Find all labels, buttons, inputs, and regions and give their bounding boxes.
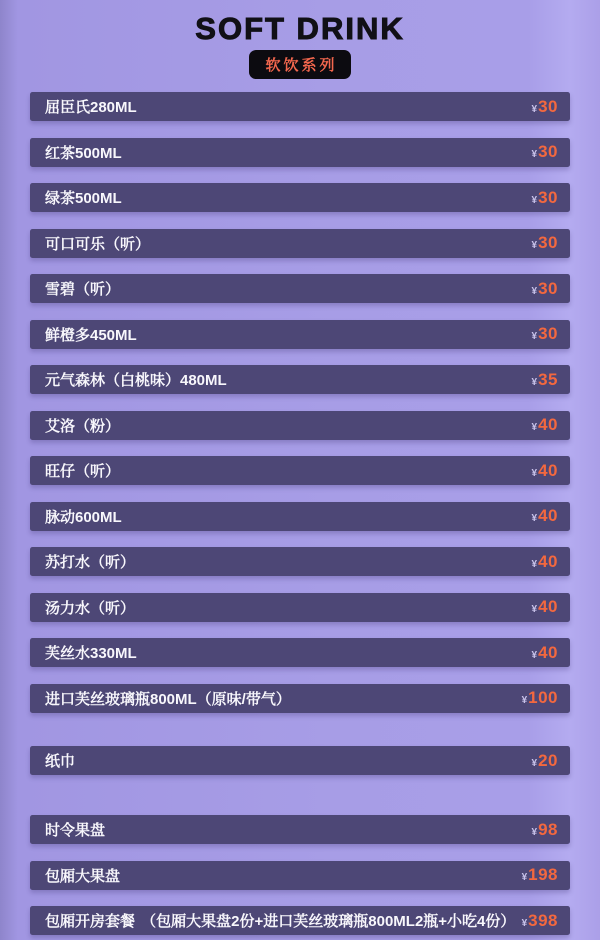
yuan-symbol: ¥	[531, 558, 538, 570]
yuan-symbol: ¥	[521, 872, 528, 883]
menu-item-row	[30, 547, 570, 576]
item-name: 雪碧（听）	[45, 281, 121, 298]
price-amount: 40	[538, 597, 558, 616]
price-amount: 30	[538, 187, 558, 207]
item-detail: （包厢大果盘2份+进口芙丝玻璃瓶800ML2瓶+小吃4份）	[141, 913, 516, 930]
menu-item-row	[30, 746, 570, 775]
menu-item-row	[30, 274, 570, 303]
menu-item-row	[30, 906, 570, 935]
item-price	[532, 279, 558, 299]
price-amount: 198	[528, 865, 558, 884]
yuan-symbol: ¥	[531, 649, 538, 661]
menu-item-row	[30, 229, 570, 258]
item-price	[532, 188, 558, 208]
menu-item-row	[30, 92, 570, 121]
item-price	[532, 142, 558, 162]
item-name: 进口芙丝玻璃瓶800ML（原味/带气）	[45, 690, 291, 708]
price-amount: 30	[538, 96, 558, 116]
price-amount: 98	[538, 819, 558, 839]
menu-group-fruit-and-sets	[30, 815, 570, 935]
price-amount: 40	[538, 415, 558, 434]
menu-list	[30, 92, 570, 935]
item-price	[532, 506, 558, 526]
item-price	[522, 688, 558, 708]
item-name: 芙丝水330ML	[45, 645, 137, 662]
item-name: 旺仔（听）	[45, 463, 121, 480]
yuan-symbol: ¥	[521, 917, 528, 929]
item-name: 鲜橙多450ML	[45, 326, 137, 344]
menu-item-row	[30, 502, 570, 531]
menu-item-row	[30, 183, 570, 212]
yuan-symbol: ¥	[531, 604, 538, 615]
item-price	[532, 751, 558, 771]
yuan-symbol: ¥	[521, 695, 528, 706]
price-amount: 30	[538, 233, 558, 252]
item-name: 汤力水（听）	[45, 599, 136, 617]
yuan-symbol: ¥	[531, 467, 538, 479]
item-price	[532, 461, 558, 481]
page-title: SOFT DRINK	[195, 11, 405, 46]
item-name: 苏打水（听）	[45, 554, 136, 571]
price-amount: 30	[538, 142, 558, 161]
yuan-symbol: ¥	[531, 240, 538, 251]
item-name: 元气森林（白桃味）480ML	[45, 372, 227, 389]
price-amount: 20	[538, 750, 558, 770]
yuan-symbol: ¥	[531, 757, 538, 769]
menu-item-row	[30, 684, 570, 713]
item-name: 可口可乐（听）	[45, 235, 151, 253]
price-amount: 40	[538, 551, 558, 571]
price-amount: 35	[538, 369, 558, 389]
item-name: 艾洛（粉）	[45, 417, 121, 435]
yuan-symbol: ¥	[531, 422, 538, 433]
item-price	[532, 820, 558, 840]
menu-item-row	[30, 638, 570, 667]
menu-item-row	[30, 365, 570, 394]
item-price	[532, 415, 558, 435]
yuan-symbol: ¥	[531, 331, 538, 342]
item-name: 红茶500ML	[45, 144, 122, 162]
item-price	[532, 97, 558, 117]
item-price	[532, 552, 558, 572]
item-price	[532, 597, 558, 617]
price-amount: 30	[538, 278, 558, 298]
item-name: 屈臣氏280ML	[45, 99, 137, 116]
menu-item-row	[30, 456, 570, 485]
item-price	[532, 324, 558, 344]
menu-item-row	[30, 593, 570, 622]
menu-group-sundries	[30, 746, 570, 775]
menu-header	[0, 0, 600, 79]
price-amount: 100	[528, 688, 558, 707]
item-name: 包厢开房套餐	[45, 913, 136, 930]
item-name: 绿茶500ML	[45, 190, 122, 207]
price-amount: 398	[528, 910, 558, 930]
item-price	[532, 370, 558, 390]
yuan-symbol: ¥	[531, 376, 538, 388]
menu-item-row	[30, 411, 570, 440]
price-amount: 40	[538, 642, 558, 662]
yuan-symbol: ¥	[531, 826, 538, 838]
item-price	[532, 233, 558, 253]
yuan-symbol: ¥	[531, 194, 538, 206]
price-amount: 40	[538, 460, 558, 480]
item-price	[532, 643, 558, 663]
item-name: 脉动600ML	[45, 508, 122, 526]
item-price	[522, 911, 558, 931]
item-name: 包厢大果盘	[45, 867, 121, 885]
series-badge: 软饮系列	[249, 50, 350, 79]
menu-group-soft-drinks	[30, 92, 570, 713]
menu-item-row	[30, 138, 570, 167]
item-name: 时令果盘	[45, 822, 106, 839]
yuan-symbol: ¥	[531, 149, 538, 160]
yuan-symbol: ¥	[531, 103, 538, 115]
yuan-symbol: ¥	[531, 285, 538, 297]
menu-item-row	[30, 815, 570, 844]
item-name: 纸巾	[45, 753, 76, 770]
item-price	[522, 865, 558, 885]
price-amount: 40	[538, 506, 558, 525]
yuan-symbol: ¥	[531, 513, 538, 524]
menu-item-row	[30, 320, 570, 349]
menu-item-row	[30, 861, 570, 890]
price-amount: 30	[538, 324, 558, 343]
